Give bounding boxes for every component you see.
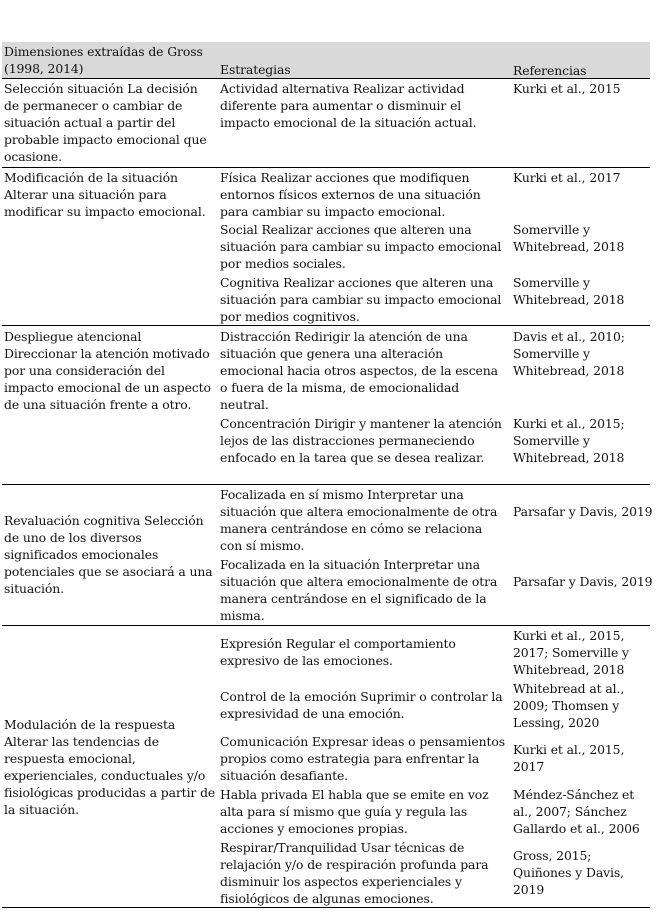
row-divider (2, 167, 650, 168)
strategy-cell: Control de la emoción Suprimir o controlar la expresividad de una emoción. (220, 689, 503, 721)
dimension-cell: Despliegue atencional Direccionar la atención motivado por una consideración del impacto emocional de un aspecto de una situación frente a otro. (4, 329, 211, 412)
dimension-cell: Selección situación La decisión de permanecer o cambiar de situación actual a partir del probable impacto emocional que ocasione. (4, 81, 207, 164)
reference-cell: Kurki et al., 2015, 2017 (513, 742, 625, 774)
reference-cell: Parsafar y Davis, 2019 (513, 574, 653, 589)
dimension-cell: Modulación de la respuesta Alterar las tendencias de respuesta emocional, experienciales, conductuales y/o fisiológicas producidas a partir de la situación. (4, 717, 216, 817)
reference-cell: Kurki et al., 2015 (513, 81, 621, 96)
reference-cell: Davis et al., 2010; Somerville y Whitebread, 2018 (513, 329, 625, 378)
reference-cell: Méndez-Sánchez et al., 2007; Sánchez Gallardo et al., 2006 (513, 787, 640, 836)
reference-cell: Kurki et al., 2015; Somerville y Whitebread, 2018 (513, 416, 625, 465)
reference-cell: Gross, 2015; Quiñones y Davis, 2019 (513, 848, 624, 897)
row-divider (2, 484, 650, 485)
strategy-cell: Actividad alternativa Realizar actividad diferente para aumentar o disminuir el impacto emocional de la situación actual. (220, 81, 477, 130)
header-dimensiones: Dimensiones extraídas de Gross (1998, 2014) (4, 44, 203, 76)
reference-cell: Parsafar y Davis, 2019 (513, 504, 653, 519)
row-divider (2, 625, 650, 626)
strategy-cell: Concentración Dirigir y mantener la atención lejos de las distracciones permaneciendo enfocado en la tarea que se desea realizar. (220, 416, 502, 465)
strategy-cell: Cognitiva Realizar acciones que alteren una situación para cambiar su impacto emocional por medios cognitivos. (220, 275, 502, 324)
reference-cell: Somerville y Whitebread, 2018 (513, 275, 625, 307)
strategy-cell: Habla privada El habla que se emite en voz alta para sí mismo que guía y regula las acciones y emociones propias. (220, 787, 489, 836)
strategy-cell: Focalizada en la situación Interpretar una situación que altera emocionalmente de otra manera centrándose en el significado de la misma. (220, 557, 498, 623)
strategy-cell: Respirar/Tranquilidad Usar técnicas de relajación y/o de respiración profunda para disminuir los aspectos experienciales y fisiológicos de algunas emociones. (220, 840, 489, 906)
strategy-cell: Física Realizar acciones que modifiquen entornos físicos externos de una situación para cambiar su impacto emocional. (220, 170, 481, 219)
reference-cell: Kurki et al., 2015, 2017; Somerville y Whitebread, 2018 (513, 628, 629, 677)
strategy-cell: Social Realizar acciones que alteren una situación para cambiar su impacto emocional por medios sociales. (220, 222, 502, 271)
reference-cell: Whitebread at al., 2009; Thomsen y Lessing, 2020 (513, 681, 625, 730)
strategy-cell: Distracción Redirigir la atención de una situación que genera una alteración emocional hacia otros aspectos, de la escena o fuera de la misma, de emocionalidad neutral. (220, 329, 498, 412)
header-referencias: Referencias (513, 63, 587, 78)
reference-cell: Somerville y Whitebread, 2018 (513, 222, 625, 254)
row-divider (2, 325, 650, 326)
strategy-cell: Expresión Regular el comportamiento expresivo de las emociones. (220, 636, 456, 668)
strategy-cell: Comunicación Expresar ideas o pensamientos propios como estrategia para enfrentar la situación desafiante. (220, 734, 505, 783)
dimension-cell: Modificación de la situación Alterar una situación para modificar su impacto emocional. (4, 170, 206, 219)
header-estrategias: Estrategias (220, 62, 291, 77)
table-bottom-rule (2, 907, 650, 908)
strategy-cell: Focalizada en sí mismo Interpretar una situación que altera emocionalmente de otra manera centrándose en cómo se relaciona con sí mismo. (220, 487, 498, 553)
dimension-cell: Revaluación cognitiva Selección de uno de los diversos significados emocionales potenciales que se asociará a una situación. (4, 513, 213, 596)
reference-cell: Kurki et al., 2017 (513, 170, 621, 185)
